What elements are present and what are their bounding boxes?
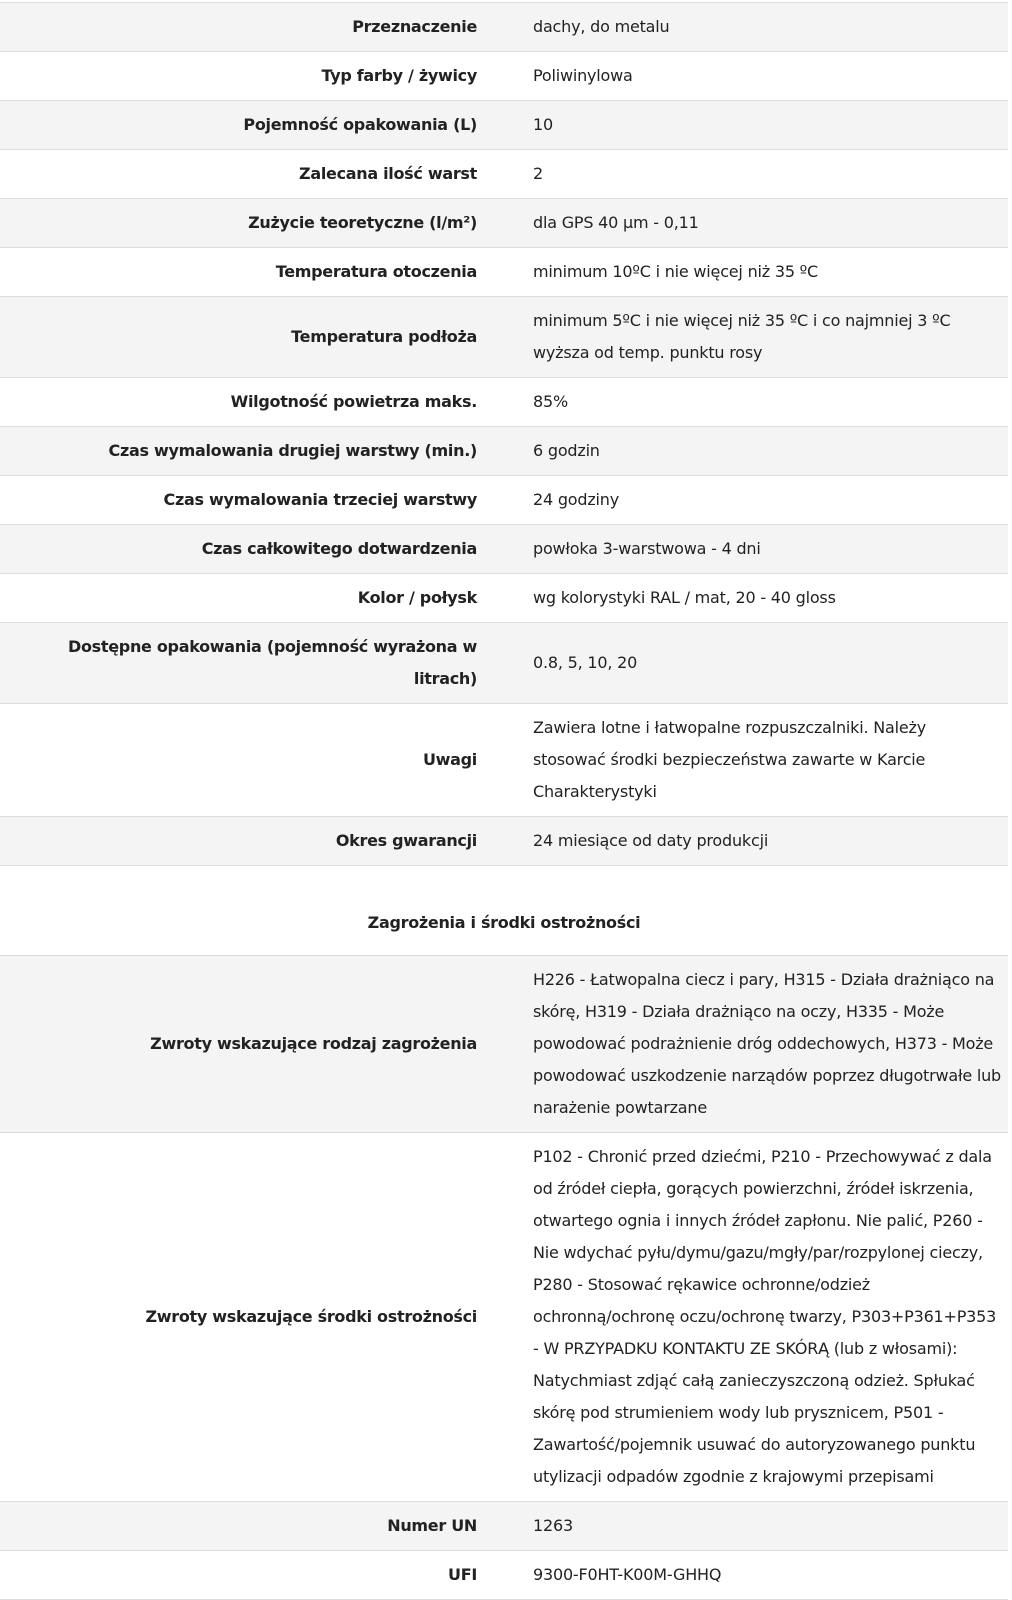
table-row bbox=[0, 956, 1008, 1133]
row-value: 10 bbox=[533, 115, 553, 134]
row-value: H226 - Łatwopalna ciecz i pary, H315 - Działa drażniąco na skórę, H319 - Działa drażniąco na oczy, H335 - Może powodować podrażnienie dróg oddechowych, H373 - Może powodować uszkodzenie narządów poprzez długotrwałe lub narażenie powtarzane bbox=[533, 970, 1002, 1117]
row-value: minimum 10ºC i nie więcej niż 35 ºC bbox=[533, 262, 818, 281]
row-label: Czas wymalowania drugiej warstwy (min.) bbox=[108, 441, 477, 460]
row-value: 9300-F0HT-K00M-GHHQ bbox=[533, 1565, 722, 1584]
row-label: Wilgotność powietrza maks. bbox=[230, 392, 477, 411]
row-label: Uwagi bbox=[422, 750, 477, 769]
row-label: Przeznaczenie bbox=[352, 17, 477, 36]
row-value: 24 miesiące od daty produkcji bbox=[533, 831, 769, 850]
table-row bbox=[0, 574, 1008, 623]
row-value: Zawiera lotne i łatwopalne rozpuszczalniki. Należy stosować środki bezpieczeństwa zawarte w Karcie Charakterystyki bbox=[533, 718, 926, 801]
hazards-table bbox=[0, 955, 1008, 1600]
row-label: Okres gwarancji bbox=[335, 831, 477, 850]
row-value: P102 - Chronić przed dziećmi, P210 - Przechowywać z dala od źródeł ciepła, gorących powierzchni, źródeł iskrzenia, otwartego ognia i innych źródeł zapłonu. Nie palić, P260 - Nie wdychać pyłu/dymu/gazu/mgły/par/rozpylonej cieczy, P280 - Stosować rękawice ochronne/odzież ochronną/ochronę oczu/ochronę twarzy, P303+P361+P353 - W PRZYPADKU KONTAKTU ZE SKÓRĄ (lub z włosami): Natychmiast zdjąć całą zanieczyszczoną odzież. Spłukać skórę pod strumieniem wody lub prysznicem, P501 - Zawartość/pojemnik usuwać do autoryzowanego punktu utylizacji odpadów zgodnie z krajowymi przepisami bbox=[533, 1147, 997, 1486]
row-value: 85% bbox=[533, 392, 568, 411]
row-value: 24 godziny bbox=[533, 490, 620, 509]
row-value: wg kolorystyki RAL / mat, 20 - 40 gloss bbox=[533, 588, 836, 607]
specs-table bbox=[0, 2, 1008, 866]
row-value: minimum 5ºC i nie więcej niż 35 ºC i co najmniej 3 ºC wyższa od temp. punktu rosy bbox=[533, 311, 951, 362]
row-label: Zwroty wskazujące rodzaj zagrożenia bbox=[150, 1034, 477, 1053]
table-row bbox=[0, 525, 1008, 574]
table-row bbox=[0, 248, 1008, 297]
row-label: Czas wymalowania trzeciej warstwy bbox=[163, 490, 477, 509]
row-value: powłoka 3-warstwowa - 4 dni bbox=[533, 539, 761, 558]
table-row bbox=[0, 476, 1008, 525]
row-label: Temperatura otoczenia bbox=[275, 262, 477, 281]
table-row bbox=[0, 52, 1008, 101]
row-label: Pojemność opakowania (L) bbox=[243, 115, 477, 134]
row-label: Zużycie teoretyczne (l/m²) bbox=[248, 213, 477, 232]
table-row bbox=[0, 1502, 1008, 1551]
row-value: 0.8, 5, 10, 20 bbox=[533, 653, 638, 672]
row-value: dla GPS 40 µm - 0,11 bbox=[533, 213, 699, 232]
row-label: Czas całkowitego dotwardzenia bbox=[201, 539, 477, 558]
row-label: Zalecana ilość warst bbox=[299, 164, 477, 183]
row-value: Poliwinylowa bbox=[533, 66, 633, 85]
row-label: Numer UN bbox=[387, 1516, 477, 1535]
row-value: 1263 bbox=[533, 1516, 573, 1535]
table-row bbox=[0, 3, 1008, 52]
table-row bbox=[0, 297, 1008, 378]
row-label: Dostępne opakowania (pojemność wyrażona w litrach) bbox=[68, 637, 477, 688]
row-label: Kolor / połysk bbox=[357, 588, 477, 607]
row-label: UFI bbox=[448, 1565, 477, 1584]
table-row bbox=[0, 1133, 1008, 1502]
row-label: Typ farby / żywicy bbox=[321, 66, 477, 85]
row-value: 2 bbox=[533, 164, 543, 183]
table-row bbox=[0, 623, 1008, 704]
row-label: Temperatura podłoża bbox=[291, 327, 477, 346]
table-row bbox=[0, 1551, 1008, 1600]
table-row bbox=[0, 378, 1008, 427]
table-row bbox=[0, 704, 1008, 817]
table-row bbox=[0, 427, 1008, 476]
table-row bbox=[0, 101, 1008, 150]
hazards-heading: Zagrożenia i środki ostrożności bbox=[367, 912, 641, 932]
row-value: 6 godzin bbox=[533, 441, 600, 460]
table-row bbox=[0, 150, 1008, 199]
row-value: dachy, do metalu bbox=[533, 17, 670, 36]
table-row bbox=[0, 199, 1008, 248]
row-label: Zwroty wskazujące środki ostrożności bbox=[145, 1307, 477, 1326]
table-row bbox=[0, 817, 1008, 866]
